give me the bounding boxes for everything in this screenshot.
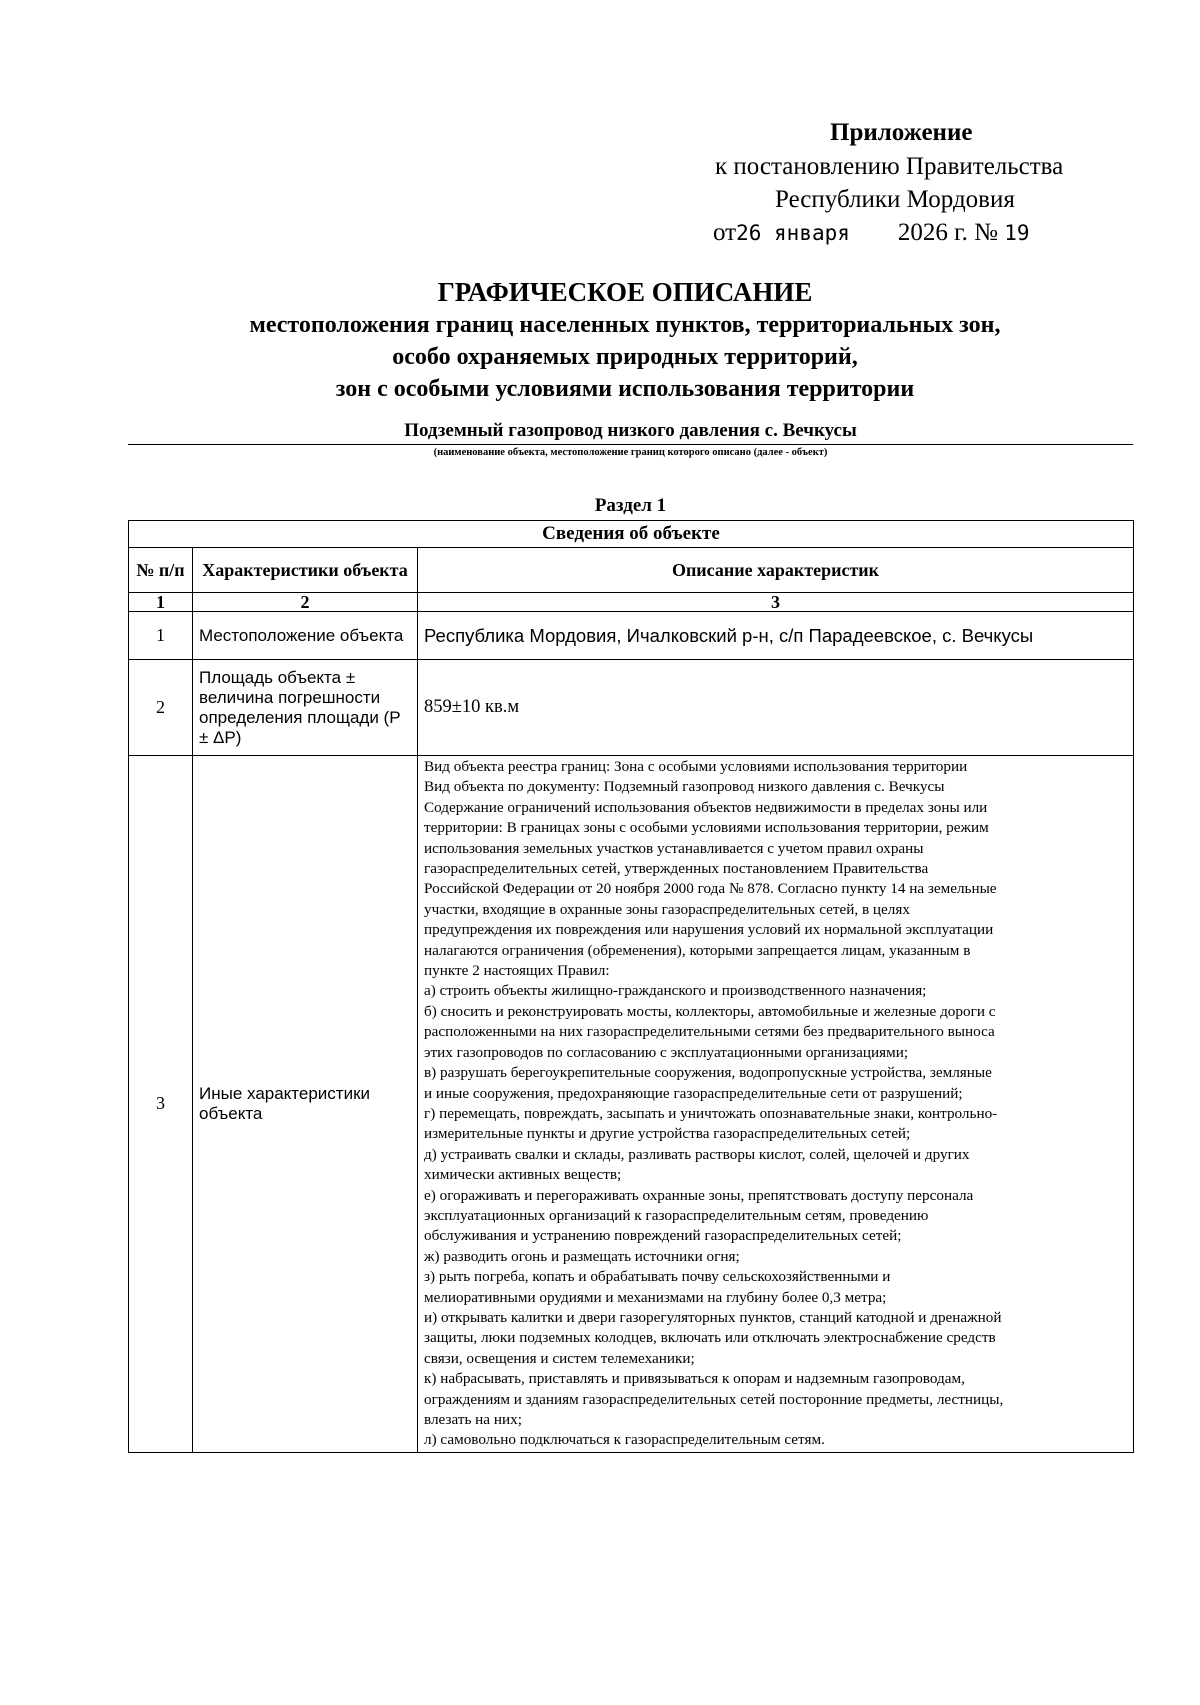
appendix-date-line <box>700 216 1120 250</box>
appendix-date: 26 января <box>736 221 850 245</box>
description-line: мелиоративными орудиями и механизмами на глубину более 0,3 метра; <box>424 1288 887 1306</box>
appendix-line-2: Республики Мордовия <box>775 186 1015 213</box>
row-description: Республика Мордовия, Ичалковский р-н, с/п Парадеевское, с. Вечкусы <box>418 612 1134 660</box>
appendix-from-label: от <box>713 219 737 246</box>
object-name: Подземный газопровод низкого давления с. Вечкусы <box>128 420 1133 445</box>
description-line: г) перемещать, повреждать, засыпать и уничтожать опознавательные знаки, контрольно- <box>424 1104 998 1122</box>
row-number: 2 <box>129 660 193 756</box>
description-line: этих газопроводов по согласованию с эксплуатационными организациями; <box>424 1043 909 1061</box>
description-line: измерительные пункты и другие устройства газораспределительных сетей; <box>424 1125 911 1143</box>
row-characteristic: Площадь объекта ± величина погрешности определения площади (P ± ΔP) <box>193 660 418 756</box>
section-title: Раздел 1 <box>594 495 667 516</box>
description-line: пункте 2 настоящих Правил: <box>424 962 610 980</box>
document-subtitle-2: особо охраняемых природных территорий, <box>392 344 858 370</box>
table-caption: Сведения об объекте <box>129 521 1134 548</box>
document-heading <box>120 275 1130 405</box>
description-line: предупреждения их повреждения или нарушения условий их нормальной эксплуатации <box>424 921 994 939</box>
description-line: е) огораживать и перегораживать охранные зоны, препятствовать доступу персонала <box>424 1186 974 1204</box>
object-caption: (наименование объекта, местоположение границ которого описано (далее - объект) <box>433 447 828 458</box>
description-line: ж) разводить огонь и размещать источники огня; <box>424 1247 740 1265</box>
description-line: влезать на них; <box>424 1411 522 1428</box>
row-characteristic: Местоположение объекта <box>193 612 418 660</box>
index-cell: 1 <box>129 593 193 612</box>
description-line: л) самовольно подключаться к газораспределительным сетям. <box>424 1431 825 1449</box>
description-line: налагаются ограничения (обременения), которыми запрещается лицам, указанным в <box>424 941 971 959</box>
description-line: связи, освещения и систем телемеханики; <box>424 1349 695 1367</box>
description-line: Содержание ограничений использования объектов недвижимости в пределах зоны или <box>424 798 988 816</box>
object-info-table <box>128 520 1134 1453</box>
row-number: 1 <box>129 612 193 660</box>
header-number: № п/п <box>129 548 193 593</box>
appendix-year-label: 2026 г. № <box>897 219 998 246</box>
appendix-block <box>700 116 1120 250</box>
description-line: расположенными на них газораспределительными сетями без предварительного выноса <box>424 1023 995 1041</box>
description-line: Вид объекта по документу: Подземный газопровод низкого давления с. Вечкусы <box>424 778 945 796</box>
appendix-title: Приложение <box>830 119 973 146</box>
description-line: ограждениям и зданиям газораспределительных сетей посторонние предметы, лестницы, <box>424 1390 1004 1408</box>
description-line: химически активных веществ; <box>424 1166 622 1184</box>
header-description: Описание характеристик <box>418 548 1134 593</box>
index-cell: 3 <box>418 593 1134 612</box>
description-line: д) устраивать свалки и склады, разливать растворы кислот, солей, щелочей и других <box>424 1145 970 1163</box>
table-row <box>129 660 1134 756</box>
table-row <box>129 756 1134 1453</box>
description-line: использования земельных участков устанавливается с учетом правил охраны <box>424 839 924 857</box>
table-row <box>129 612 1134 660</box>
document-subtitle-1: местоположения границ населенных пунктов, территориальных зон, <box>249 312 1001 338</box>
description-line: Российской Федерации от 20 ноября 2000 года № 878. Согласно пункту 14 на земельные <box>424 880 997 898</box>
row-number: 3 <box>129 756 193 1453</box>
description-line: в) разрушать берегоукрепительные сооружения, водопропускные устройства, земляные <box>424 1064 992 1082</box>
row-description: 859±10 кв.м <box>418 660 1134 756</box>
description-line: Вид объекта реестра границ: Зона с особыми условиями использования территории <box>424 758 968 775</box>
description-line: территории: В границах зоны с особыми условиями использования территории, режим <box>424 819 989 837</box>
table-header-row <box>129 548 1134 593</box>
description-line: эксплуатационных организаций к газораспределительным сетям, проведению <box>424 1206 929 1224</box>
description-line: газораспределительных сетей, утвержденных постановлением Правительства <box>424 860 929 878</box>
index-cell: 2 <box>193 593 418 612</box>
description-line: б) сносить и реконструировать мосты, коллекторы, автомобильные и железные дороги с <box>424 1002 996 1020</box>
description-line: к) набрасывать, приставлять и привязываться к опорам и надземным газопроводам, <box>424 1370 965 1388</box>
description-line: обслуживания и устранению повреждений газораспределительных сетей; <box>424 1227 902 1245</box>
description-line: з) рыть погреба, копать и обрабатывать почву сельскохозяйственными и <box>424 1268 891 1286</box>
description-line: защиты, люки подземных колодцев, включать или отключать электроснабжение средств <box>424 1329 996 1347</box>
appendix-number: 19 <box>1004 221 1030 245</box>
document-title: ГРАФИЧЕСКОЕ ОПИСАНИЕ <box>437 277 813 307</box>
description-line: участки, входящие в охранные зоны газораспределительных сетей, в целях <box>424 900 910 918</box>
table-index-row <box>129 593 1134 612</box>
description-line: и иные сооружения, предохраняющие газораспределительные сети от разрушений; <box>424 1084 963 1102</box>
appendix-line-1: к постановлению Правительства <box>715 153 1064 180</box>
description-line: а) строить объекты жилищно-гражданского и производственного назначения; <box>424 982 927 1000</box>
document-subtitle-3: зон с особыми условиями использования территории <box>335 376 915 402</box>
header-characteristic: Характеристики объекта <box>193 548 418 593</box>
description-line: и) открывать калитки и двери газорегуляторных пунктов, станций катодной и дренажной <box>424 1308 1002 1326</box>
row-characteristic: Иные характеристики объекта <box>193 756 418 1453</box>
row-description-other <box>418 756 1134 1453</box>
